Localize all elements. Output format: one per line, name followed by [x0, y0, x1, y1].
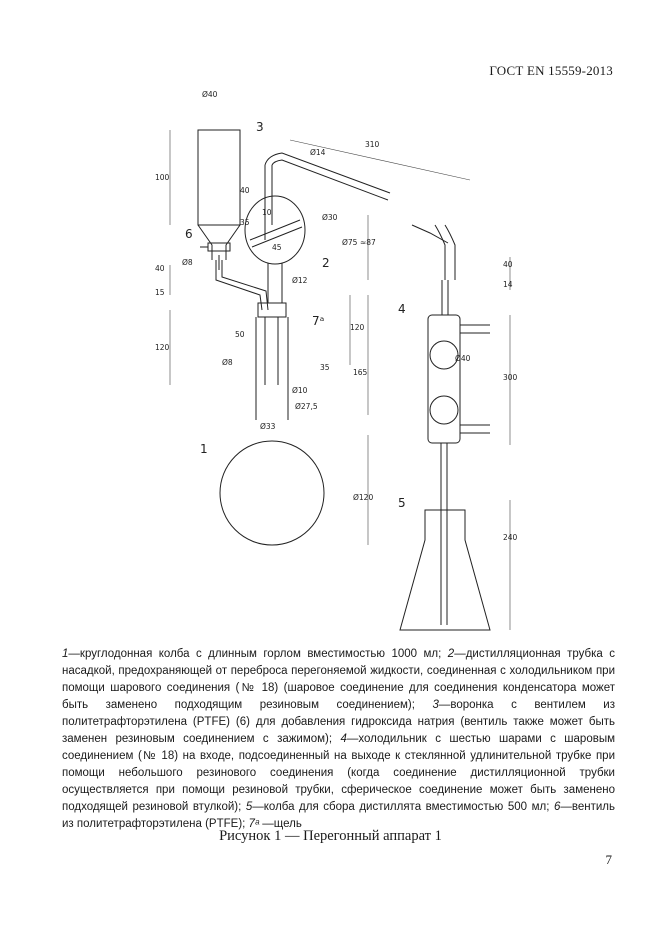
distillation-apparatus-drawing	[150, 85, 540, 645]
legend-text-3: —воронка с вентилем из политетрафторэтилена (PTFE) (6) для добавления гидроксида натрия (вентиль также может быть заменен резиновым соединением с зажимом);	[62, 699, 615, 745]
dim-50: 50	[235, 330, 245, 339]
legend-num-5: 5	[245, 801, 253, 813]
legend-num-7: 7ᵃ	[248, 818, 260, 830]
dim-10: 10	[262, 208, 272, 217]
label-2: 2	[322, 256, 330, 270]
apparatus-svg	[150, 85, 540, 645]
dim-d40b: Ø40	[455, 354, 471, 363]
label-3: 3	[256, 120, 264, 134]
dim-120b: 120	[155, 343, 170, 352]
condenser-inlet	[435, 225, 455, 280]
dim-d75: Ø75	[342, 238, 358, 247]
dim-d14: Ø14	[310, 148, 326, 157]
page-number: 7	[605, 852, 612, 867]
legend-num-2: 2	[447, 648, 455, 660]
standard-header: ГОСТ EN 15559-2013	[489, 63, 613, 78]
round-flask	[220, 441, 324, 545]
funnel-body	[198, 130, 240, 225]
legend-text-5: —колба для сбора дистиллята вместимостью 500 мл;	[252, 801, 554, 813]
dim-d120: Ø120	[353, 493, 374, 502]
dim-d10: Ø10	[292, 386, 308, 395]
legend-text-1: —круглодонная колба с длинным горлом вместимостью 1000 мл;	[68, 648, 448, 660]
legend-text-4: —холодильник с шестью шарами с шаровым соединением (№ 18) на входе, подсоединенный на выходе к стеклянной удлинительной трубке при помощи небольшого резинового соединения (когда соединение дистилляционной трубки осуществляется при помощи резиновой трубки, сферическое соединение может быть заменено подходящей резиновой втулкой);	[62, 733, 616, 813]
dim-40b: 40	[155, 264, 165, 273]
dim-14: 14	[503, 280, 513, 289]
label-1: 1	[200, 442, 208, 456]
legend-num-4: 4	[340, 733, 347, 745]
dim-300: 300	[503, 373, 518, 382]
dim-100: 100	[155, 173, 170, 182]
label-5: 5	[398, 496, 406, 510]
dim-d12: Ø12	[292, 276, 308, 285]
dim-15: 15	[155, 288, 165, 297]
legend-text-6: —вентиль из политетрафторэтилена (PTFE);	[62, 801, 615, 830]
dim-45: 45	[272, 243, 282, 252]
dim-d40-top: Ø40	[202, 90, 218, 99]
legend-text-2: —дистилляционная трубка с насадкой, предохраняющей от переброса перегоняемой жидкости, соединенная с холодильником при помощи шарового соединения (№ 18) (шаровое соединение для соединения конденсатора может быть заменено подходящим резиновым соединением);	[62, 648, 616, 711]
dim-35b: 35	[320, 363, 330, 372]
stopper	[258, 303, 286, 317]
dim-40a: 40	[240, 186, 250, 195]
dim-d8b: Ø8	[222, 358, 233, 367]
dim-87: ≈87	[360, 238, 376, 247]
dim-d27-5: Ø27,5	[295, 402, 318, 411]
legend-num-6: 6	[553, 801, 561, 813]
distillation-tube	[265, 153, 390, 200]
dim-120a: 120	[350, 323, 365, 332]
figure-legend	[62, 646, 615, 833]
dim-35: 35	[240, 218, 250, 227]
label-4: 4	[398, 302, 406, 316]
legend-num-3: 3	[432, 699, 439, 711]
label-6: 6	[185, 227, 193, 241]
dim-310: 310	[365, 140, 380, 149]
dim-d33: Ø33	[260, 422, 276, 431]
label-7: 7ᵃ	[312, 314, 325, 328]
dim-240: 240	[503, 533, 518, 542]
figure-title: Рисунок 1 — Перегонный аппарат 1	[219, 828, 442, 844]
legend-text-7: —щель	[259, 818, 302, 830]
dim-d30: Ø30	[322, 213, 338, 222]
dim-165: 165	[353, 368, 368, 377]
extension-tube	[441, 443, 447, 625]
legend-num-1: 1	[62, 648, 69, 660]
dim-40c: 40	[503, 260, 513, 269]
dim-d8a: Ø8	[182, 258, 193, 267]
flask-neck	[256, 317, 288, 420]
receiving-flask	[400, 510, 490, 630]
